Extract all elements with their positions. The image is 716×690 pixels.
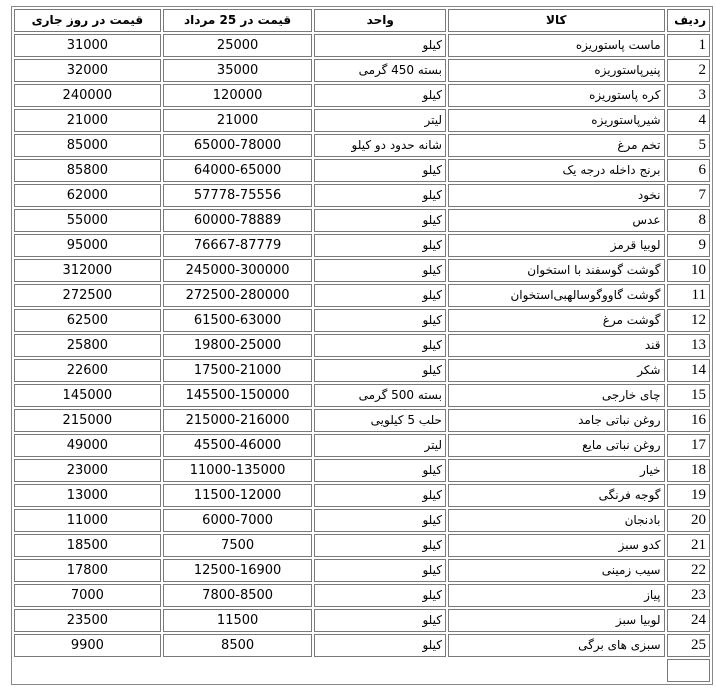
price-25-mordad-cell: 215000-216000 — [163, 409, 313, 432]
header-price-25-mordad: قیمت در 25 مرداد — [163, 9, 313, 32]
price-25-mordad-cell: 64000-65000 — [163, 159, 313, 182]
price-25-mordad-cell: 35000 — [163, 59, 313, 82]
unit-cell: کیلو — [314, 359, 446, 382]
price-table-container — [11, 6, 713, 685]
empty-table-row — [14, 659, 710, 682]
table-row — [14, 109, 710, 132]
item-name-cell: قند — [448, 334, 665, 357]
price-25-mordad-cell: 76667-87779 — [163, 234, 313, 257]
price-today-cell: 32000 — [14, 59, 161, 82]
row-number-cell: 1 — [667, 34, 711, 57]
table-row — [14, 59, 710, 82]
price-25-mordad-cell: 60000-78889 — [163, 209, 313, 232]
price-25-mordad-cell: 11500-12000 — [163, 484, 313, 507]
unit-cell: کیلو — [314, 259, 446, 282]
row-number-cell: 6 — [667, 159, 711, 182]
row-number-cell: 4 — [667, 109, 711, 132]
price-today-cell: 240000 — [14, 84, 161, 107]
row-number-cell: 17 — [667, 434, 711, 457]
unit-cell: کیلو — [314, 234, 446, 257]
price-today-cell: 22600 — [14, 359, 161, 382]
price-25-mordad-cell: 272500-280000 — [163, 284, 313, 307]
unit-cell: کیلو — [314, 609, 446, 632]
row-number-cell: 14 — [667, 359, 711, 382]
row-number-cell: 5 — [667, 134, 711, 157]
table-row — [14, 534, 710, 557]
item-name-cell: شیرپاستوریزه — [448, 109, 665, 132]
row-number-cell: 3 — [667, 84, 711, 107]
blank-cell — [448, 659, 665, 682]
unit-cell: کیلو — [314, 184, 446, 207]
row-number-cell: 22 — [667, 559, 711, 582]
item-name-cell: کره پاستوریزه — [448, 84, 665, 107]
table-row — [14, 434, 710, 457]
item-name-cell: عدس — [448, 209, 665, 232]
price-25-mordad-cell: 19800-25000 — [163, 334, 313, 357]
price-today-cell: 49000 — [14, 434, 161, 457]
price-today-cell: 18500 — [14, 534, 161, 557]
table-row — [14, 384, 710, 407]
row-number-cell: 8 — [667, 209, 711, 232]
price-today-cell: 215000 — [14, 409, 161, 432]
unit-cell: کیلو — [314, 534, 446, 557]
price-today-cell: 145000 — [14, 384, 161, 407]
unit-cell: کیلو — [314, 509, 446, 532]
row-number-cell: 15 — [667, 384, 711, 407]
header-unit: واحد — [314, 9, 446, 32]
item-name-cell: بادنجان — [448, 509, 665, 532]
item-name-cell: چای خارجی — [448, 384, 665, 407]
header-item: کالا — [448, 9, 665, 32]
table-row — [14, 559, 710, 582]
unit-cell: کیلو — [314, 334, 446, 357]
item-name-cell: تخم مرغ — [448, 134, 665, 157]
item-name-cell: گوجه فرنگی — [448, 484, 665, 507]
table-row — [14, 584, 710, 607]
price-today-cell: 25800 — [14, 334, 161, 357]
item-name-cell: گوشت گوسفند با استخوان — [448, 259, 665, 282]
table-body — [14, 34, 710, 682]
table-row — [14, 359, 710, 382]
item-name-cell: کدو سبز — [448, 534, 665, 557]
item-name-cell: گوشت مرغ — [448, 309, 665, 332]
price-25-mordad-cell: 11500 — [163, 609, 313, 632]
table-header-row — [14, 9, 710, 32]
table-row — [14, 309, 710, 332]
table-row — [14, 484, 710, 507]
unit-cell: کیلو — [314, 584, 446, 607]
item-name-cell: نخود — [448, 184, 665, 207]
row-number-cell: 7 — [667, 184, 711, 207]
item-name-cell: شکر — [448, 359, 665, 382]
row-number-cell: 23 — [667, 584, 711, 607]
item-name-cell: گوشت گاووگوسالهبی‌استخوان — [448, 284, 665, 307]
row-number-cell: 13 — [667, 334, 711, 357]
unit-cell: کیلو — [314, 84, 446, 107]
table-row — [14, 634, 710, 657]
unit-cell: شانه حدود دو کیلو — [314, 134, 446, 157]
table-row — [14, 159, 710, 182]
row-number-cell: 10 — [667, 259, 711, 282]
price-25-mordad-cell: 8500 — [163, 634, 313, 657]
table-row — [14, 34, 710, 57]
row-number-cell: 9 — [667, 234, 711, 257]
unit-cell: کیلو — [314, 309, 446, 332]
table-row — [14, 459, 710, 482]
row-number-cell: 24 — [667, 609, 711, 632]
row-number-cell: 18 — [667, 459, 711, 482]
header-row-number: ردیف — [667, 9, 711, 32]
table-row — [14, 509, 710, 532]
unit-cell: کیلو — [314, 284, 446, 307]
price-today-cell: 11000 — [14, 509, 161, 532]
price-today-cell: 23000 — [14, 459, 161, 482]
price-25-mordad-cell: 11000-135000 — [163, 459, 313, 482]
table-row — [14, 209, 710, 232]
price-today-cell: 31000 — [14, 34, 161, 57]
price-today-cell: 23500 — [14, 609, 161, 632]
price-today-cell: 62000 — [14, 184, 161, 207]
unit-cell: کیلو — [314, 634, 446, 657]
item-name-cell: خیار — [448, 459, 665, 482]
price-table — [11, 6, 713, 685]
empty-cell — [667, 659, 711, 682]
price-25-mordad-cell: 17500-21000 — [163, 359, 313, 382]
table-row — [14, 134, 710, 157]
blank-cell — [314, 659, 446, 682]
table-row — [14, 84, 710, 107]
table-row — [14, 409, 710, 432]
item-name-cell: روغن نباتی جامد — [448, 409, 665, 432]
item-name-cell: پیاز — [448, 584, 665, 607]
table-row — [14, 609, 710, 632]
price-today-cell: 85000 — [14, 134, 161, 157]
price-25-mordad-cell: 25000 — [163, 34, 313, 57]
row-number-cell: 16 — [667, 409, 711, 432]
price-today-cell: 62500 — [14, 309, 161, 332]
price-today-cell: 85800 — [14, 159, 161, 182]
blank-cell — [14, 659, 161, 682]
price-25-mordad-cell: 57778-75556 — [163, 184, 313, 207]
price-25-mordad-cell: 12500-16900 — [163, 559, 313, 582]
item-name-cell: پنیرپاستوریزه — [448, 59, 665, 82]
table-row — [14, 284, 710, 307]
price-25-mordad-cell: 120000 — [163, 84, 313, 107]
header-price-today: قیمت در روز جاری — [14, 9, 161, 32]
unit-cell: کیلو — [314, 484, 446, 507]
price-25-mordad-cell: 65000-78000 — [163, 134, 313, 157]
price-today-cell: 272500 — [14, 284, 161, 307]
unit-cell: کیلو — [314, 459, 446, 482]
unit-cell: کیلو — [314, 159, 446, 182]
price-25-mordad-cell: 61500-63000 — [163, 309, 313, 332]
row-number-cell: 25 — [667, 634, 711, 657]
table-row — [14, 259, 710, 282]
price-today-cell: 21000 — [14, 109, 161, 132]
row-number-cell: 12 — [667, 309, 711, 332]
price-25-mordad-cell: 245000-300000 — [163, 259, 313, 282]
unit-cell: بسته 450 گرمی — [314, 59, 446, 82]
item-name-cell: سبزی های برگی — [448, 634, 665, 657]
unit-cell: لیتر — [314, 434, 446, 457]
row-number-cell: 19 — [667, 484, 711, 507]
row-number-cell: 20 — [667, 509, 711, 532]
table-row — [14, 334, 710, 357]
item-name-cell: ماست پاستوریزه — [448, 34, 665, 57]
table-row — [14, 234, 710, 257]
unit-cell: لیتر — [314, 109, 446, 132]
price-25-mordad-cell: 21000 — [163, 109, 313, 132]
price-today-cell: 9900 — [14, 634, 161, 657]
row-number-cell: 21 — [667, 534, 711, 557]
item-name-cell: سیب زمینی — [448, 559, 665, 582]
item-name-cell: لوبیا قرمز — [448, 234, 665, 257]
item-name-cell: برنج داخله درجه یک — [448, 159, 665, 182]
price-today-cell: 95000 — [14, 234, 161, 257]
unit-cell: کیلو — [314, 34, 446, 57]
price-today-cell: 312000 — [14, 259, 161, 282]
unit-cell: بسته 500 گرمی — [314, 384, 446, 407]
price-today-cell: 17800 — [14, 559, 161, 582]
unit-cell: حلب 5 کیلویی — [314, 409, 446, 432]
price-today-cell: 55000 — [14, 209, 161, 232]
item-name-cell: لوبیا سبز — [448, 609, 665, 632]
price-today-cell: 7000 — [14, 584, 161, 607]
item-name-cell: روغن نباتی مایع — [448, 434, 665, 457]
blank-cell — [163, 659, 313, 682]
price-today-cell: 13000 — [14, 484, 161, 507]
price-25-mordad-cell: 145500-150000 — [163, 384, 313, 407]
unit-cell: کیلو — [314, 209, 446, 232]
row-number-cell: 11 — [667, 284, 711, 307]
price-25-mordad-cell: 45500-46000 — [163, 434, 313, 457]
price-25-mordad-cell: 7800-8500 — [163, 584, 313, 607]
price-25-mordad-cell: 6000-7000 — [163, 509, 313, 532]
unit-cell: کیلو — [314, 559, 446, 582]
price-25-mordad-cell: 7500 — [163, 534, 313, 557]
table-row — [14, 184, 710, 207]
row-number-cell: 2 — [667, 59, 711, 82]
